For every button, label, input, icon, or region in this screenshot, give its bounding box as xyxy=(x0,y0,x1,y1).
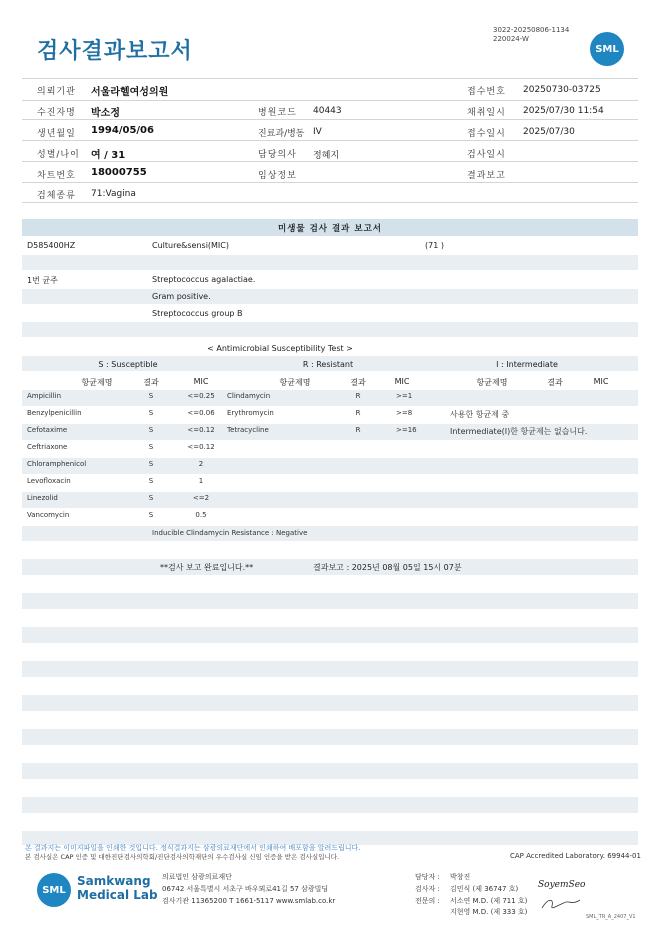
result-value: S xyxy=(148,392,154,400)
intermediate-note: Intermediate(I)한 항균제는 없습니다. xyxy=(450,427,588,436)
image-print-warning: 본 결과지는 이미지파일을 인쇄한 것입니다. 정식결과지는 삼광의료재단에서 인쇄하여 배포함을 알려드립니다. xyxy=(25,844,361,852)
examinee-value: 박소정 xyxy=(91,108,120,119)
report-complete-text: **검사 보고 완료입니다.** xyxy=(160,563,254,572)
mic-value: 2 xyxy=(198,460,204,468)
report-label: 결과보고 xyxy=(467,171,506,181)
cap-accreditation: CAP Accredited Laboratory. 69944-01 xyxy=(510,852,641,860)
column-drug: 항균제명 xyxy=(81,378,113,387)
document-code-1: 3022-20250806-1134 xyxy=(493,26,570,34)
page-title: 검사결과보고서 xyxy=(37,39,193,64)
legend-intermediate: I : Intermediate xyxy=(496,360,558,369)
divider xyxy=(22,78,638,79)
doctor-value: 정혜지 xyxy=(313,151,340,161)
result-value: S xyxy=(148,443,154,451)
test-code: D585400HZ xyxy=(27,241,76,250)
column-drug: 항균제명 xyxy=(279,378,311,387)
legend-susceptible: S : Susceptible xyxy=(98,360,158,369)
received-label: 접수일시 xyxy=(467,129,506,139)
organism-label: 1번 균주 xyxy=(27,276,58,285)
examinee-label: 수진자명 xyxy=(37,108,76,118)
specimen-label: 검체종류 xyxy=(37,191,76,201)
receipt-no-label: 접수번호 xyxy=(467,87,506,97)
mic-value: <=0.12 xyxy=(187,443,215,451)
dob-value: 1994/05/06 xyxy=(91,125,154,136)
sex-age-label: 성별/나이 xyxy=(37,150,80,160)
row-band xyxy=(22,322,638,337)
document-code-2: 220024-W xyxy=(493,35,529,43)
manager-value: 박창진 xyxy=(450,873,471,881)
expert-label: 전문의 : xyxy=(415,897,440,905)
drug-name: Benzylpenicillin xyxy=(27,409,82,417)
drug-name: Ampicillin xyxy=(27,392,62,400)
row-band xyxy=(22,289,638,304)
column-result: 결과 xyxy=(143,378,159,387)
organization-address: 06742 서울특별시 서초구 바우뫼로41길 57 삼광빌딩 xyxy=(162,885,329,893)
row-band xyxy=(22,661,638,677)
hospital-code-label: 병원코드 xyxy=(258,108,297,118)
sml-logo: SML xyxy=(37,873,71,907)
accreditation-note: 본 검사실은 CAP 인증 및 대한진단검사의학회/진단검사의학재단의 우수검사실 신임 인증을 받은 검사실입니다. xyxy=(25,853,340,861)
row-band xyxy=(22,492,638,508)
mic-value: <=0.12 xyxy=(187,426,215,434)
column-mic: MIC xyxy=(394,377,410,386)
divider xyxy=(22,161,638,162)
row-band xyxy=(22,390,638,406)
dob-label: 생년월일 xyxy=(37,129,76,139)
mic-value: >=8 xyxy=(396,409,413,417)
final-report-time: 결과보고 : 2025년 08월 05일 15시 07분 xyxy=(313,563,462,572)
institution-value: 서울라헬여성의원 xyxy=(91,87,169,98)
document-code xyxy=(493,26,569,44)
drug-name: Tetracycline xyxy=(227,426,269,434)
dept-value: IV xyxy=(313,127,322,137)
drug-name: Linezolid xyxy=(27,494,58,502)
chart-no-label: 차트번호 xyxy=(37,171,76,181)
result-value: R xyxy=(355,392,361,400)
organism-line: Gram positive. xyxy=(152,292,211,301)
row-band xyxy=(22,458,638,474)
mic-value: 1 xyxy=(198,477,204,485)
column-mic: MIC xyxy=(193,377,209,386)
intermediate-note: 사용한 항균제 중 xyxy=(450,410,510,419)
section-title: 미생물 검사 결과 보고서 xyxy=(278,224,382,234)
row-band xyxy=(22,593,638,609)
divider xyxy=(22,202,638,203)
samkwang-brand xyxy=(77,874,158,902)
row-band xyxy=(22,763,638,779)
result-value: S xyxy=(148,426,154,434)
row-band xyxy=(22,255,638,270)
drug-name: Cefotaxime xyxy=(27,426,68,434)
ast-title: < Antimicrobial Susceptibility Test > xyxy=(207,344,353,353)
legend-resistant: R : Resistant xyxy=(302,360,354,369)
chart-no-value: 18000755 xyxy=(91,167,147,178)
institution-label: 의뢰기관 xyxy=(37,87,76,97)
hospital-code-value: 40443 xyxy=(313,106,342,116)
manager-label: 담당자 : xyxy=(415,873,440,881)
mic-value: <=0.06 xyxy=(187,409,215,417)
drug-name: Ceftriaxone xyxy=(27,443,68,451)
drug-name: Levofloxacin xyxy=(27,477,71,485)
drug-name: Vancomycin xyxy=(27,511,70,519)
organism-line: Streptococcus agalactiae. xyxy=(152,275,256,284)
drug-name: Erythromycin xyxy=(227,409,274,417)
row-band xyxy=(22,627,638,643)
mic-value: <=0.25 xyxy=(187,392,215,400)
mic-value: 0.5 xyxy=(195,511,207,519)
doctor-label: 담당의사 xyxy=(258,150,297,160)
divider xyxy=(22,182,638,183)
row-band xyxy=(22,695,638,711)
result-value: S xyxy=(148,409,154,417)
result-value: R xyxy=(355,409,361,417)
test-name: Culture&sensi(MIC) xyxy=(152,241,229,250)
signature-mark xyxy=(540,896,582,912)
mic-value: >=16 xyxy=(396,426,417,434)
expert-value-1: 서소연 M.D. (제 711 호) xyxy=(450,897,528,905)
test-date-label: 검사일시 xyxy=(467,150,506,160)
sex-age-value: 여 / 31 xyxy=(91,150,126,161)
row-band xyxy=(22,797,638,813)
specimen-value: 71:Vagina xyxy=(91,189,136,199)
dept-label: 진료과/병동 xyxy=(258,129,305,139)
mic-value: >=1 xyxy=(396,392,413,400)
receipt-no-value: 20250730-03725 xyxy=(523,85,601,95)
collected-value: 2025/07/30 11:54 xyxy=(523,106,604,116)
column-result: 결과 xyxy=(547,378,563,387)
result-value: S xyxy=(148,477,154,485)
organization-name: 의료법인 삼광의료재단 xyxy=(162,873,232,881)
row-band xyxy=(22,526,638,541)
brand-line-2: Medical Lab xyxy=(77,888,158,902)
result-value: R xyxy=(355,426,361,434)
sml-logo: SML xyxy=(590,32,624,66)
expert-value-2: 지현영 M.D. (제 333 호) xyxy=(450,908,528,916)
test-number: (71 ) xyxy=(425,241,444,250)
drug-name: Chloramphenicol xyxy=(27,460,87,468)
divider xyxy=(22,100,638,101)
mic-value: <=2 xyxy=(192,494,210,502)
tester-label: 검사자 : xyxy=(415,885,440,893)
column-drug: 항균제명 xyxy=(476,378,508,387)
result-value: S xyxy=(148,511,154,519)
form-code: SML_TR_A_2407_V1 xyxy=(586,914,636,920)
brand-line-1: Samkwang xyxy=(77,874,151,888)
column-result: 결과 xyxy=(350,378,366,387)
signature: SoyemSeo xyxy=(538,880,586,890)
organism-line: Streptococcus group B xyxy=(152,309,243,318)
result-value: S xyxy=(148,494,154,502)
drug-name: Clindamycin xyxy=(227,392,271,400)
divider xyxy=(22,119,638,120)
divider xyxy=(22,140,638,141)
tester-value: 김민식 (제 36747 호) xyxy=(450,885,519,893)
collected-label: 채취일시 xyxy=(467,108,506,118)
inducible-clindamycin-note: Inducible Clindamycin Resistance : Negative xyxy=(152,529,308,537)
received-value: 2025/07/30 xyxy=(523,127,575,137)
row-band xyxy=(22,729,638,745)
result-value: S xyxy=(148,460,154,468)
clinical-label: 임상정보 xyxy=(258,171,297,181)
column-mic: MIC xyxy=(593,377,609,386)
organization-contact: 검사기관 11365200 T 1661-5117 www.smlab.co.kr xyxy=(162,897,336,905)
